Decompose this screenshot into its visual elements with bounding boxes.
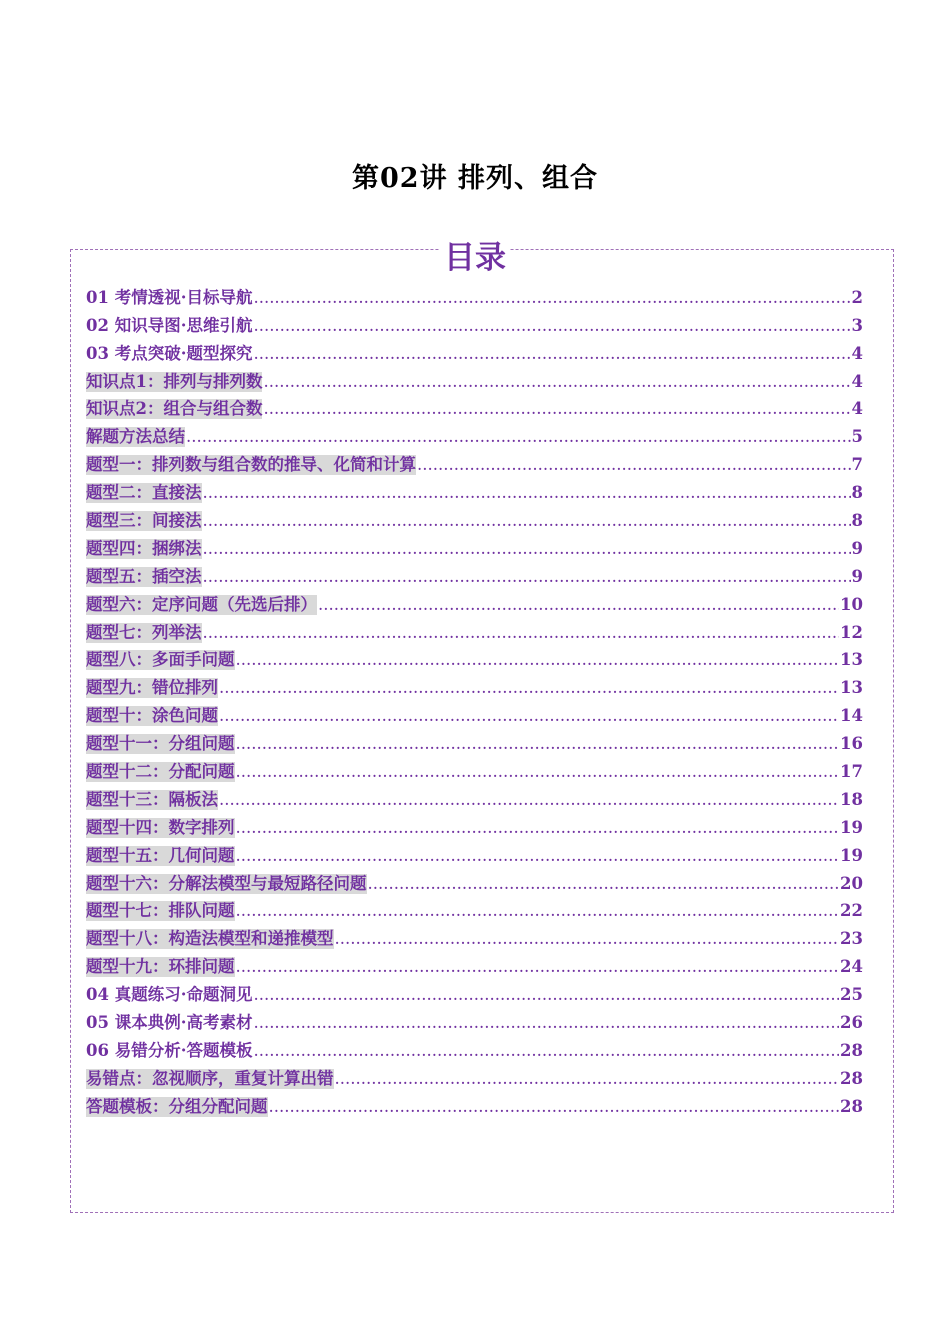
toc-entry-page[interactable]: 4 <box>851 399 863 419</box>
toc-entry-page[interactable]: 18 <box>840 789 863 809</box>
toc-leader-dots <box>253 344 850 364</box>
toc-leader-dots <box>253 1041 839 1061</box>
toc-entry[interactable] <box>86 308 863 336</box>
toc-entry-page[interactable]: 16 <box>840 734 863 754</box>
toc-leader-dots <box>269 1097 840 1117</box>
toc-entry-page[interactable]: 22 <box>840 901 863 921</box>
toc-entry-page[interactable]: 12 <box>840 622 863 642</box>
toc-entry-page[interactable]: 19 <box>840 817 863 837</box>
page-title: 第02讲 排列、组合 <box>352 163 598 194</box>
toc-leader-dots <box>417 455 851 475</box>
toc-leader-dots <box>236 734 840 754</box>
toc-entry-page[interactable]: 24 <box>840 957 863 977</box>
toc-entry-page[interactable]: 4 <box>851 371 863 391</box>
toc-leader-dots <box>203 483 851 503</box>
toc-entry-label[interactable]: 03 考点突破·题型探究 <box>86 343 253 363</box>
toc-entry-page[interactable]: 28 <box>840 1096 863 1116</box>
toc-leader-dots <box>263 399 850 419</box>
toc-leader-dots <box>253 985 839 1005</box>
toc-entry-label[interactable]: 知识点2：组合与组合数 <box>86 399 263 419</box>
toc-entry-label[interactable]: 题型十四：数字排列 <box>86 817 235 837</box>
toc-leader-dots <box>236 846 840 866</box>
toc-leader-dots <box>253 1013 839 1033</box>
toc-entry-label[interactable]: 题型十三：隔板法 <box>86 789 218 809</box>
toc-entry[interactable] <box>86 754 863 782</box>
toc-entry-label[interactable]: 题型十七：排队问题 <box>86 901 235 921</box>
toc-heading <box>0 232 950 277</box>
toc-leader-dots <box>236 650 840 670</box>
toc-entry-label[interactable]: 题型三：间接法 <box>86 511 202 531</box>
toc-entry-page[interactable]: 5 <box>851 427 863 447</box>
toc-entry-label[interactable]: 题型一：排列数与组合数的推导、化简和计算 <box>86 455 416 475</box>
toc-entry[interactable] <box>86 866 863 894</box>
toc-entry[interactable] <box>86 531 863 559</box>
toc-entry[interactable] <box>86 726 863 754</box>
toc-leader-dots <box>253 316 850 336</box>
toc-entry-page[interactable]: 2 <box>851 287 863 307</box>
toc-entry-page[interactable]: 19 <box>840 845 863 865</box>
toc-entry[interactable] <box>86 587 863 615</box>
toc-entry-label[interactable]: 题型十二：分配问题 <box>86 762 235 782</box>
toc-entry-page[interactable]: 28 <box>840 1040 863 1060</box>
toc-entry-page[interactable]: 26 <box>840 1013 863 1033</box>
toc-entry-page[interactable]: 8 <box>851 511 863 531</box>
toc-entry-page[interactable]: 4 <box>851 343 863 363</box>
toc-entry-page[interactable]: 13 <box>840 650 863 670</box>
toc-leader-dots <box>219 706 839 726</box>
toc-entry[interactable] <box>86 503 863 531</box>
toc-entry[interactable] <box>86 1089 863 1117</box>
toc-entry-page[interactable]: 28 <box>840 1068 863 1088</box>
toc-entry-label[interactable]: 题型二：直接法 <box>86 483 202 503</box>
toc-entry-label[interactable]: 题型十六：分解法模型与最短路径问题 <box>86 873 367 893</box>
toc-entry-label[interactable]: 题型四：捆绑法 <box>86 538 202 558</box>
toc-leader-dots <box>335 1069 840 1089</box>
toc-leader-dots <box>219 678 839 698</box>
toc-entry-label[interactable]: 知识点1：排列与排列数 <box>86 371 263 391</box>
toc-entry-label[interactable]: 解题方法总结 <box>86 427 185 447</box>
toc-leader-dots <box>236 818 840 838</box>
toc-entry-page[interactable]: 17 <box>840 762 863 782</box>
toc-entry-label[interactable]: 题型七：列举法 <box>86 622 202 642</box>
toc-entry-page[interactable]: 14 <box>840 706 863 726</box>
toc-leader-dots <box>203 539 851 559</box>
toc-entry-label[interactable]: 题型十：涂色问题 <box>86 706 218 726</box>
toc-entry-label[interactable]: 01 考情透视·目标导航 <box>86 287 253 307</box>
toc-entry-label[interactable]: 题型十一：分组问题 <box>86 734 235 754</box>
toc-entry-page[interactable]: 9 <box>851 566 863 586</box>
toc-leader-dots <box>263 372 850 392</box>
toc-entry[interactable] <box>86 1061 863 1089</box>
toc-entry-label[interactable]: 题型十五：几何问题 <box>86 845 235 865</box>
toc-leader-dots <box>186 427 851 447</box>
toc-entry[interactable] <box>86 782 863 810</box>
toc-entry[interactable] <box>86 949 863 977</box>
toc-entry[interactable] <box>86 894 863 922</box>
toc-entry-label[interactable]: 答题模板：分组分配问题 <box>86 1096 268 1116</box>
toc-entry[interactable] <box>86 559 863 587</box>
toc-leader-dots <box>203 567 851 587</box>
toc-leader-dots <box>236 901 840 921</box>
toc-entry-page[interactable]: 20 <box>840 873 863 893</box>
toc-entry[interactable] <box>86 475 863 503</box>
toc-leader-dots <box>236 957 840 977</box>
toc-entry[interactable] <box>86 447 863 475</box>
toc-entry-page[interactable]: 9 <box>851 538 863 558</box>
toc-entry[interactable] <box>86 1005 863 1033</box>
toc-entry[interactable] <box>86 615 863 643</box>
toc-leader-dots <box>368 874 840 894</box>
toc-entry[interactable] <box>86 364 863 392</box>
toc-entry[interactable] <box>86 336 863 364</box>
toc-leader-dots <box>335 929 840 949</box>
toc-entry[interactable] <box>86 392 863 420</box>
toc-leader-dots <box>236 762 840 782</box>
toc-leader-dots <box>318 595 839 615</box>
toc-entry-label[interactable]: 题型九：错位排列 <box>86 678 218 698</box>
toc-heading-text: 目录 <box>440 240 510 276</box>
toc-entry-page[interactable]: 10 <box>840 594 863 614</box>
toc-leader-dots <box>219 790 839 810</box>
toc-entry-label[interactable]: 易错点：忽视顺序，重复计算出错 <box>86 1068 334 1088</box>
toc-entry[interactable] <box>86 977 863 1005</box>
toc-entry[interactable] <box>86 921 863 949</box>
toc-entry[interactable] <box>86 643 863 671</box>
toc-entry[interactable] <box>86 698 863 726</box>
toc-entry-page[interactable]: 8 <box>851 483 863 503</box>
toc-entry[interactable] <box>86 838 863 866</box>
toc-entry-label[interactable]: 题型五：插空法 <box>86 566 202 586</box>
toc-entry[interactable] <box>86 280 863 308</box>
toc-entry-label[interactable]: 06 易错分析·答题模板 <box>86 1040 253 1060</box>
toc-entry-label[interactable]: 05 课本典例·高考素材 <box>86 1013 253 1033</box>
toc-entry[interactable] <box>86 810 863 838</box>
toc-entry[interactable] <box>86 419 863 447</box>
toc-entry-page[interactable]: 25 <box>840 985 863 1005</box>
toc-entry-label[interactable]: 题型十八：构造法模型和递推模型 <box>86 929 334 949</box>
toc-entry-page[interactable]: 7 <box>851 455 863 475</box>
toc-leader-dots <box>203 623 840 643</box>
toc-entry-label[interactable]: 题型六：定序问题（先选后排） <box>86 594 317 614</box>
toc-entry[interactable] <box>86 1033 863 1061</box>
toc-list <box>86 280 863 1117</box>
toc-entry-label[interactable]: 题型八：多面手问题 <box>86 650 235 670</box>
toc-leader-dots <box>253 288 850 308</box>
toc-entry-page[interactable]: 3 <box>851 315 863 335</box>
toc-entry-label[interactable]: 04 真题练习·命题洞见 <box>86 985 253 1005</box>
toc-entry[interactable] <box>86 670 863 698</box>
toc-entry-page[interactable]: 13 <box>840 678 863 698</box>
toc-entry-label[interactable]: 02 知识导图·思维引航 <box>86 315 253 335</box>
toc-leader-dots <box>203 511 851 531</box>
toc-entry-label[interactable]: 题型十九：环排问题 <box>86 957 235 977</box>
toc-entry-page[interactable]: 23 <box>840 929 863 949</box>
